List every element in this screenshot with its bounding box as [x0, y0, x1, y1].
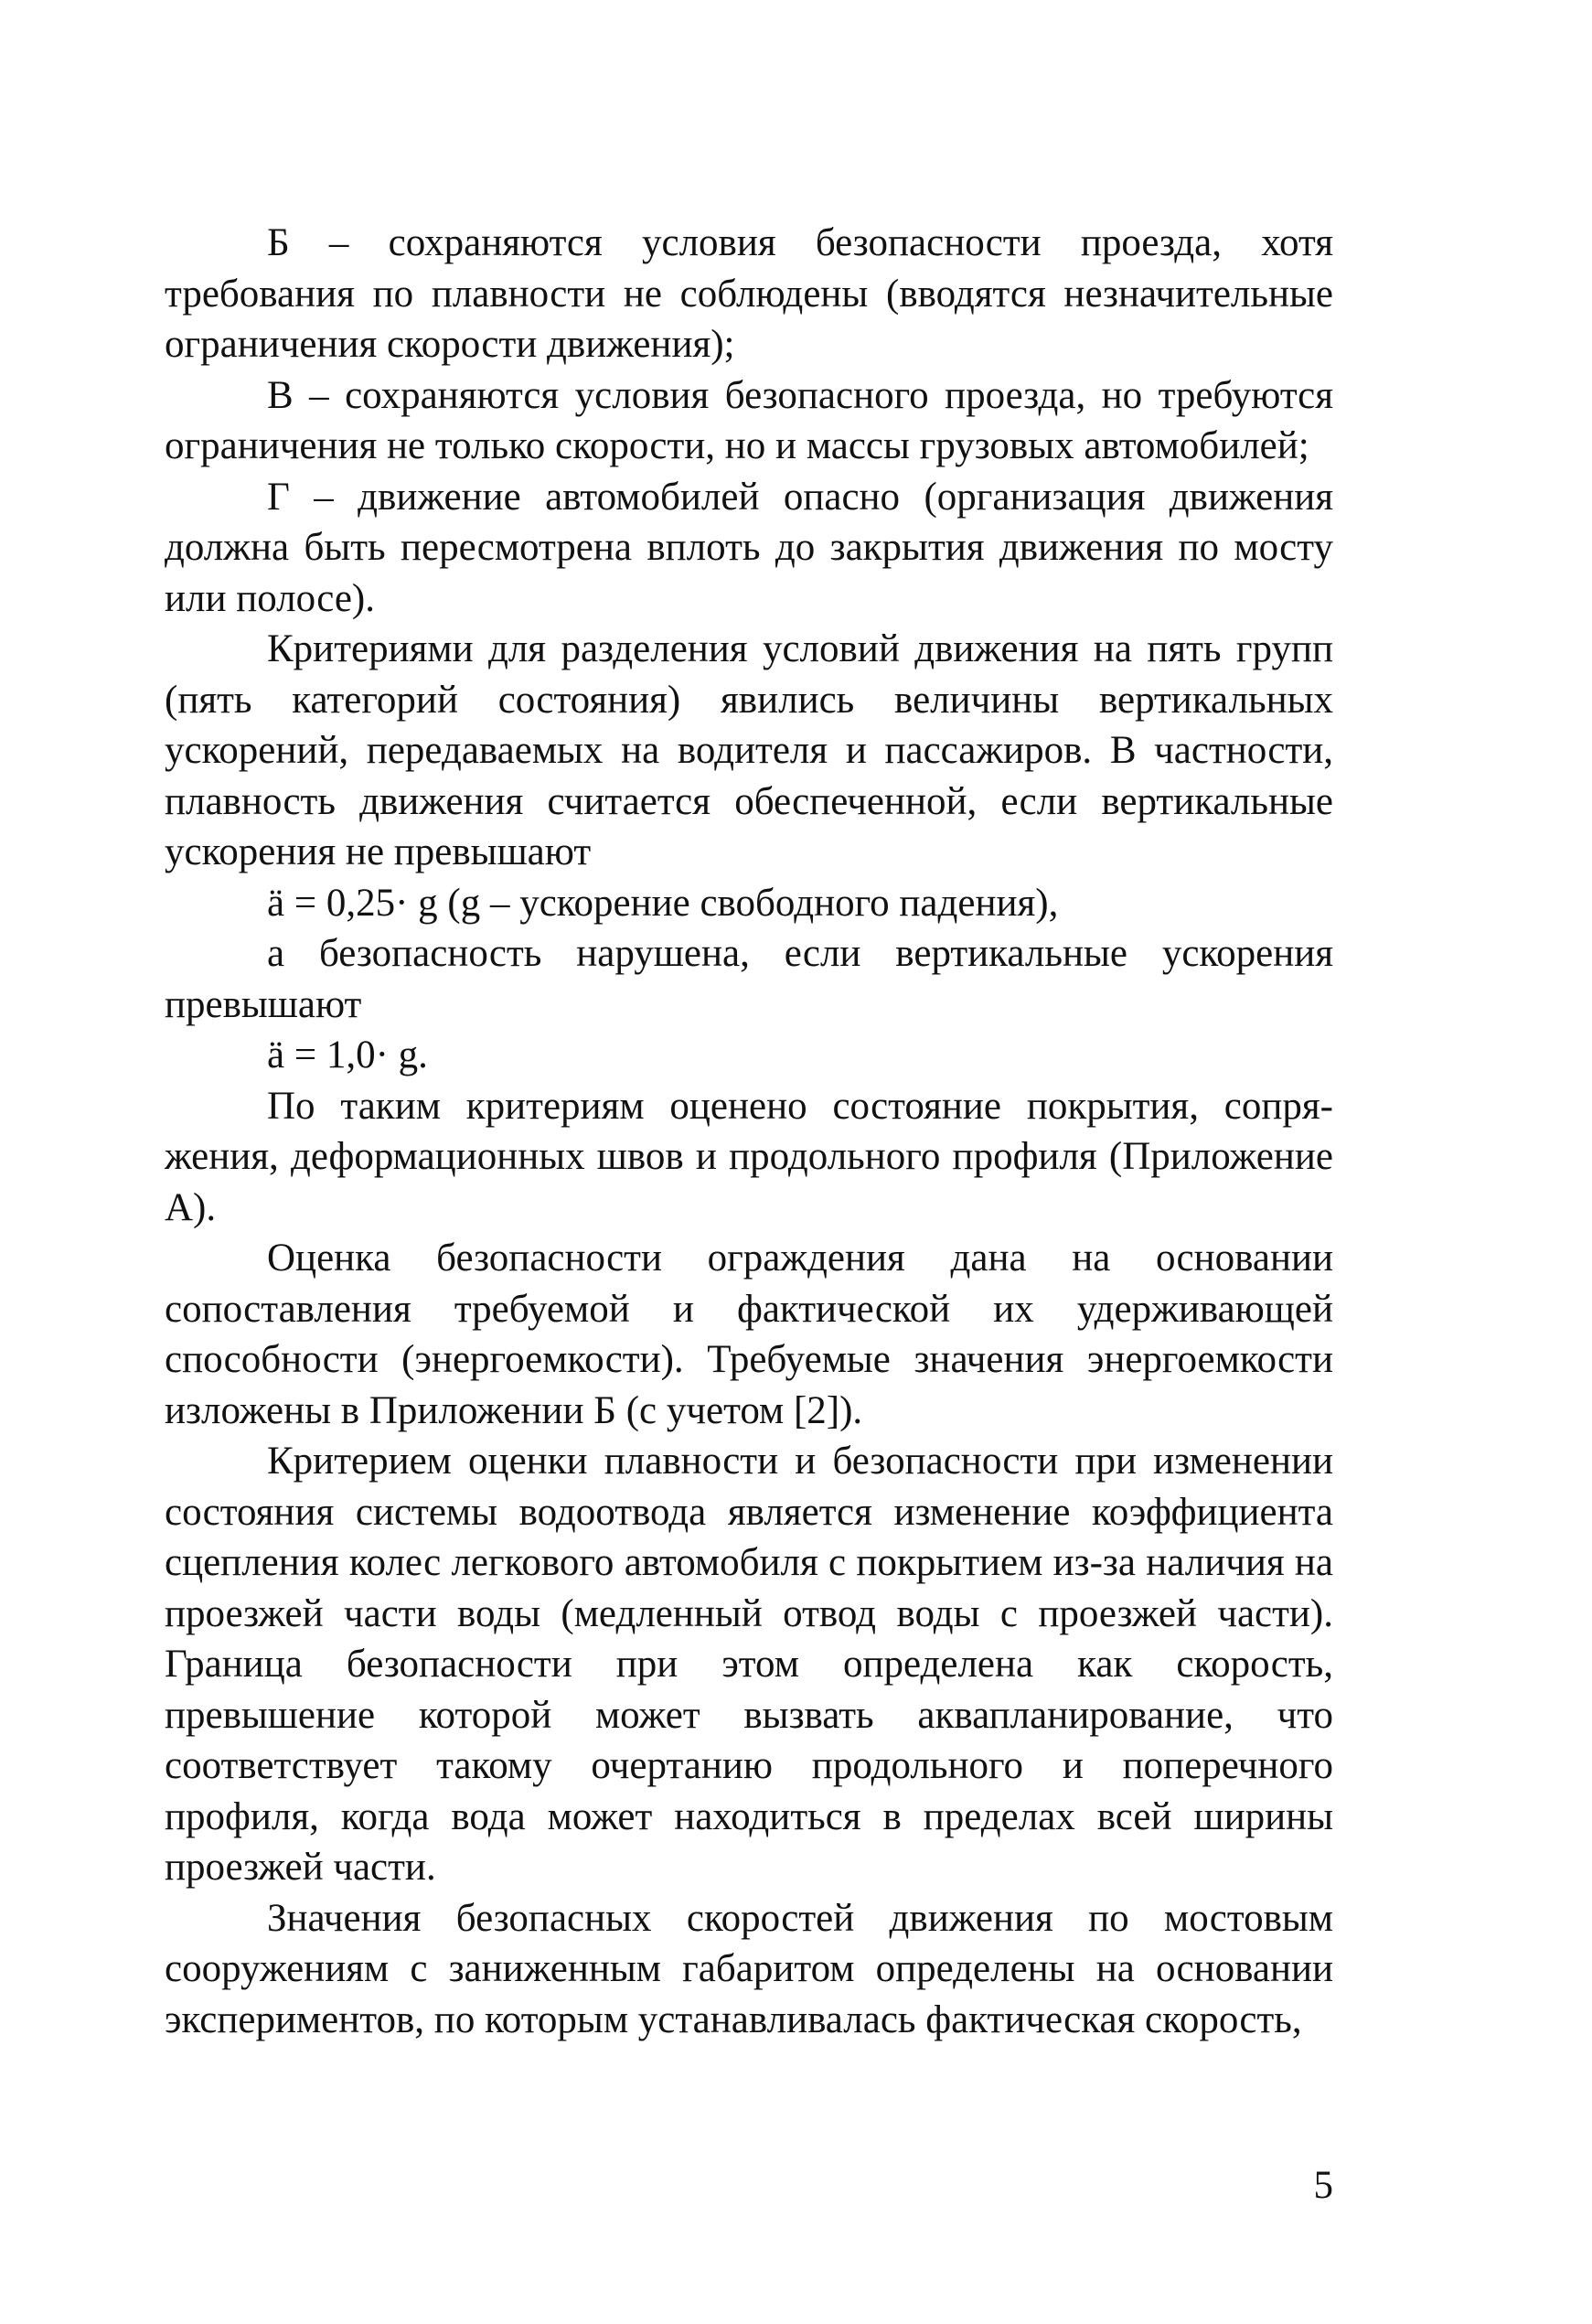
paragraph-criteria: Критериями для разделения условий движения на пять групп (пять категорий состояния) явились величины вертикальных ускорений, передаваемых на водителя и пассажиров. В частности, плавность движения считается обеспеченной, если вертикальные ускорения не превышают	[165, 627, 1333, 873]
paragraph-safety-violated: а безопасность нарушена, если вертикальные ускорения превышают	[165, 932, 1333, 1026]
paragraph-category-g: Г – движение автомобилей опасно (организация движения должна быть пересмотрена вплоть до закрытия движения по мосту или полосе).	[165, 475, 1333, 620]
formula-safety: ä = 1,0· g.	[267, 1033, 428, 1076]
formula-smoothness: ä = 0,25· g (g – ускорение свободного падения),	[267, 881, 1059, 925]
paragraph-drainage-criterion: Критерием оценки плавности и безопасности при изменении состояния системы водоотвода является изменение коэффициента сцепления колес легкового автомобиля с покрытием из-за наличия на проезжей части воды (медленный отвод воды с проезжей части). Граница безопасности при этом определена как скорость, превышение которой может вызвать аквапланирование, что соответствует такому очертанию продольного и поперечного профиля, когда вода может находиться в пределах всей ширины проезжей части.	[165, 1440, 1333, 1889]
paragraph-category-b: Б – сохраняются условия безопасности проезда, хотя требования по плавности не соблюдены (вводятся незначительные ограничения скорости движения);	[165, 221, 1333, 366]
paragraph-safe-speeds: Значения безопасных скоростей движения по мостовым сооружениям с заниженным габаритом определены на основании экспериментов, по которым устанавливалась фактическая скорость,	[165, 1896, 1333, 2041]
page-number: 5	[1313, 2164, 1333, 2207]
text-body	[165, 218, 1333, 2045]
paragraph-barrier-safety: Оценка безопасности ограждения дана на основании сопоставления требуемой и фактической их удерживающей способности (энергоемкости). Требуемые значения энергоемкости изложены в Приложении Б (с учетом [2]).	[165, 1237, 1333, 1432]
paragraph-category-v: В – сохраняются условия безопасного проезда, но требуются ограничения не только скорости, но и массы грузовых автомобилей;	[165, 373, 1333, 467]
paragraph-assessed-condition: По таким критериям оценено состояние покрытия, сопряжения, деформационных швов и продольного профиля (Приложение А).	[165, 1084, 1333, 1229]
